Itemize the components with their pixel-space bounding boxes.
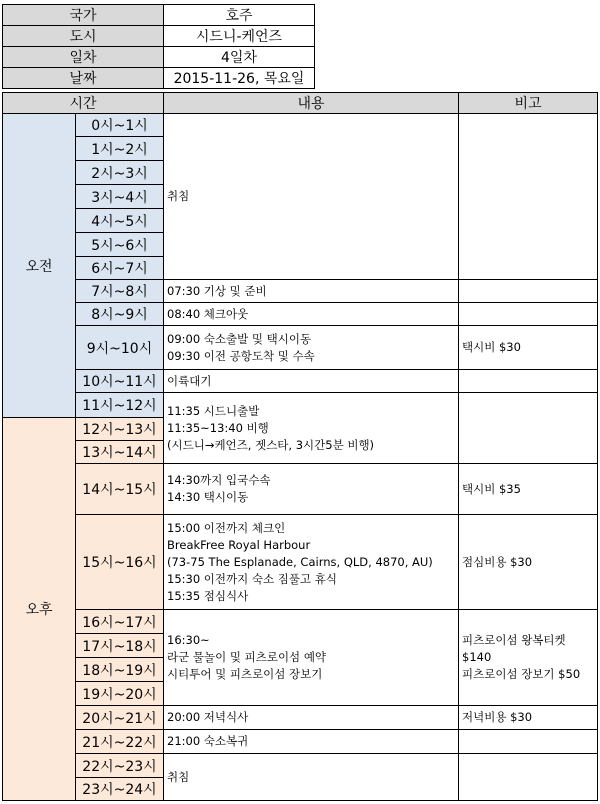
hour-cell: 3시~4시	[75, 184, 164, 209]
content-cell: 11:35 시드니출발 11:35~13:40 비행 (시드니→케언즈, 젯스타, 3시간5분 비행)	[163, 392, 459, 464]
note-cell-taxi-35: 택시비 $35	[458, 463, 598, 515]
note-cell	[458, 392, 598, 464]
info-label-date: 날짜	[2, 67, 164, 89]
hour-cell: 9시~10시	[75, 325, 164, 370]
hour-cell: 18시~19시	[75, 657, 164, 682]
hour-cell: 15시~16시	[75, 514, 164, 610]
content-cell: 20:00 저녁식사	[163, 705, 459, 730]
hour-cell: 0시~1시	[75, 113, 164, 137]
hour-cell: 16시~17시	[75, 609, 164, 634]
note-cell	[458, 753, 598, 801]
hour-cell: 12시~13시	[75, 417, 164, 441]
note-cell	[458, 302, 598, 326]
hour-cell: 14시~15시	[75, 463, 164, 515]
hour-cell: 8시~9시	[75, 302, 164, 326]
hour-cell: 23시~24시	[75, 777, 164, 801]
hour-cell: 2시~3시	[75, 160, 164, 185]
period-am: 오전	[2, 113, 76, 418]
header-time: 시간	[2, 92, 164, 114]
content-cell: 15:00 이전까지 체크인 BreakFree Royal Harbour (73-75 The Esplanade, Cairns, QLD, 4870, AU) 15:30 이전까지 숙소 짐풀고 휴식 15:35 점심식사	[163, 514, 459, 610]
hour-cell: 4시~5시	[75, 208, 164, 233]
note-cell-dinner: 저녁비용 $30	[458, 705, 598, 730]
hour-cell: 20시~21시	[75, 705, 164, 730]
content-cell: 07:30 기상 및 준비	[163, 279, 459, 303]
hour-cell: 21시~22시	[75, 729, 164, 754]
hour-cell: 6시~7시	[75, 256, 164, 280]
hour-cell: 22시~23시	[75, 753, 164, 778]
note-cell	[458, 279, 598, 303]
note-cell	[458, 369, 598, 393]
hour-cell: 19시~20시	[75, 681, 164, 706]
header-content: 내용	[163, 92, 459, 114]
info-label-day: 일차	[2, 46, 164, 68]
hour-cell: 5시~6시	[75, 232, 164, 257]
hour-cell: 11시~12시	[75, 392, 164, 418]
note-cell-lunch: 점심비용 $30	[458, 514, 598, 610]
note-cell	[458, 729, 598, 754]
content-cell: 취침	[163, 113, 459, 280]
info-value-country: 호주	[163, 4, 315, 26]
hour-cell: 1시~2시	[75, 136, 164, 161]
period-pm: 오후	[2, 417, 76, 801]
hour-cell: 17시~18시	[75, 633, 164, 658]
info-label-city: 도시	[2, 25, 164, 47]
info-value-city: 시드니-케언즈	[163, 25, 315, 47]
note-cell-fitzroy: 피츠로이섬 왕복티켓 $140 피츠로이섬 장보기 $50	[458, 609, 598, 706]
hour-cell: 7시~8시	[75, 279, 164, 303]
note-cell	[458, 113, 598, 280]
content-cell: 21:00 숙소복귀	[163, 729, 459, 754]
info-value-day: 4일차	[163, 46, 315, 68]
hour-cell: 13시~14시	[75, 440, 164, 464]
info-label-country: 국가	[2, 4, 164, 26]
content-cell: 이륙대기	[163, 369, 459, 393]
hour-cell: 10시~11시	[75, 369, 164, 393]
note-cell-taxi-30: 택시비 $30	[458, 325, 598, 370]
content-cell: 08:40 체크아웃	[163, 302, 459, 326]
info-value-date: 2015-11-26, 목요일	[163, 67, 315, 89]
content-cell: 09:00 숙소출발 및 택시이동 09:30 이전 공항도착 및 수속	[163, 325, 459, 370]
content-cell: 16:30~ 라군 물놀이 및 피츠로이섬 예약 시티투어 및 피츠로이섬 장보기	[163, 609, 459, 706]
content-cell: 취침	[163, 753, 459, 801]
content-cell: 14:30까지 입국수속 14:30 택시이동	[163, 463, 459, 515]
header-note: 비고	[458, 92, 598, 114]
